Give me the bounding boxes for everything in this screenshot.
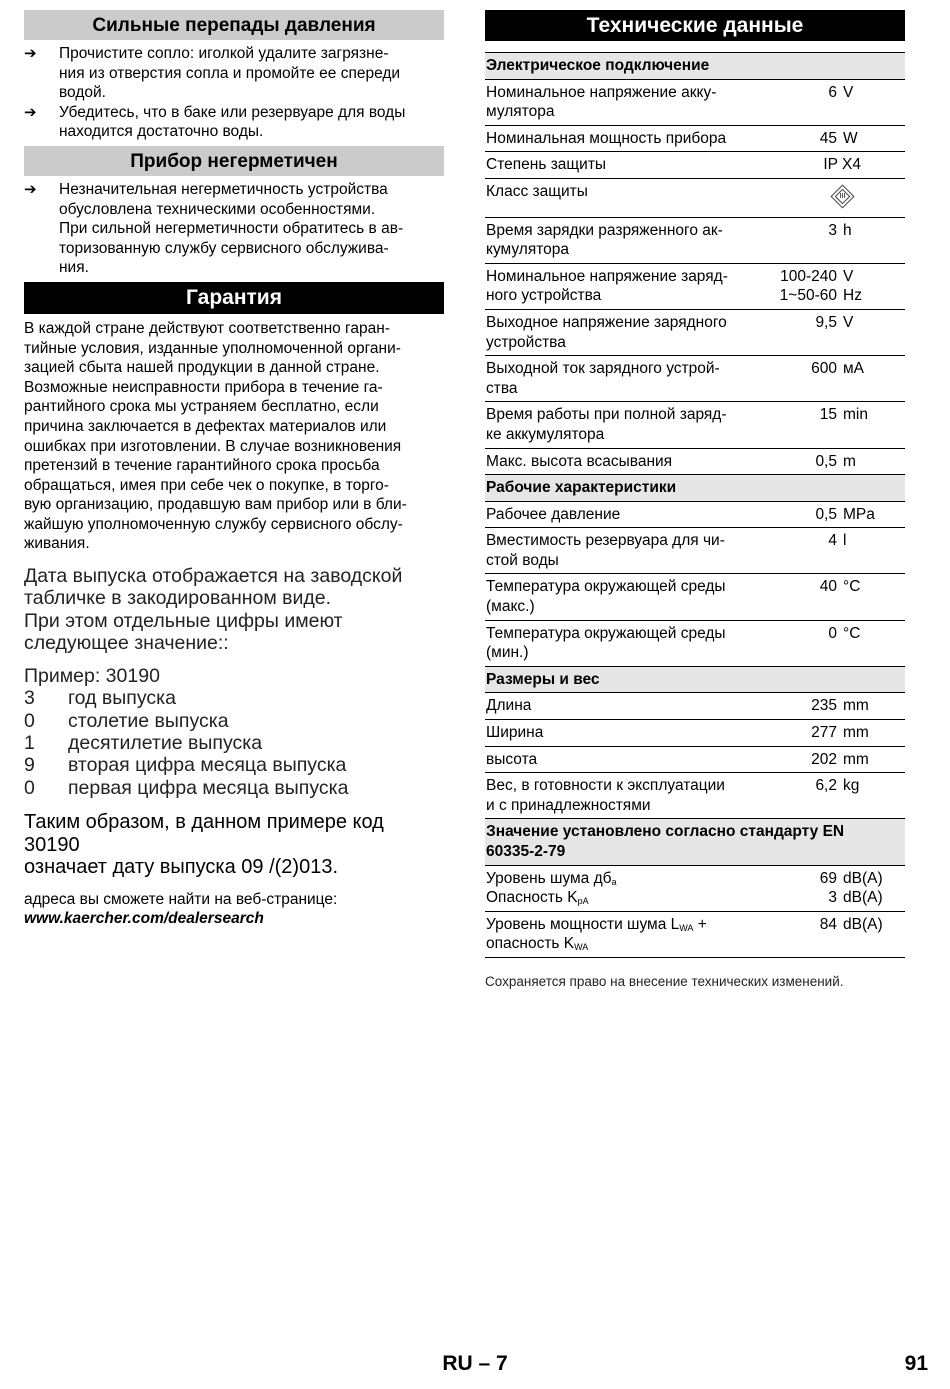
code-row: 0 столетие выпуска <box>24 709 229 732</box>
tech-data-title: Технические данные <box>485 10 905 41</box>
code-conclusion: Таким образом, в данном примере код 30190 означает дату выпуска 09 /(2)013. <box>24 811 384 879</box>
list-item: ➔ Прочистите сопло: иголкой удалите загрязне- ния из отверстия сопла и промойте ее спереди водой. <box>24 45 401 102</box>
date-info: Дата выпуска отображается на заводской табличке в закодированном виде. При этом отдельные цифры имеют следующее значение:: <box>24 565 403 655</box>
table-row: Рабочее давление 0,5 MPa <box>485 502 905 529</box>
table-row: Класс защиты III <box>485 179 905 218</box>
table-row: Вместимость резервуара для чи- стой воды 4 l <box>485 528 905 574</box>
table-row: Степень защиты IP X4 <box>485 152 905 179</box>
list-item: ➔ Незначительная негерметичность устройства обусловлена техническими особенностями. При сильной негерметичности обратитесь в ав- торизованную службу сервисного обслужива- ния. <box>24 180 404 277</box>
table-row: Выходной ток зарядного устрой- ства 600 мА <box>485 356 905 402</box>
example-label: Пример: 30190 <box>24 664 160 687</box>
language-page-label: RU – 7 <box>442 1352 508 1375</box>
section-standard: Значение установлено согласно стандарту EN 60335-2-79 <box>485 819 905 865</box>
table-row: Номинальное напряжение заряд- ного устройства 100-240 1~50-60 V Hz <box>485 264 905 310</box>
tech-footnote: Сохраняется право на внесение технических изменений. <box>485 973 844 989</box>
code-row: 9 вторая цифра месяца выпуска <box>24 754 347 777</box>
warranty-text: В каждой стране действуют соответственно гаран- тийные условия, изданные уполномоченной органи- зацией сбыта нашей продукции в данной стране. Возможные неисправности прибора в течение га- рантийного срока мы устраняем бесплатно, если причина заключается в дефектах материалов или ошибках при изготовлении. В случае возникновения претензий в течение гарантийного срока просьба обращаться, имея при себе чек о покупке, в торго- вую организацию, продавшую вам прибор или в бли- жайшую уполномоченную службу сервисного обслу- живания. <box>24 319 407 553</box>
section-title-pressure: Сильные перепады давления <box>24 10 444 40</box>
arrow-right-icon: ➔ <box>24 103 37 121</box>
section-electrical: Электрическое подключение <box>485 53 905 80</box>
dealer-link[interactable]: www.kaercher.com/dealersearch <box>24 910 264 928</box>
table-row: Вес, в готовности к эксплуатации и с принадлежностями 6,2 kg <box>485 773 905 819</box>
section-dimensions: Размеры и вес <box>485 667 905 694</box>
divider <box>485 41 905 53</box>
table-row: Выходное напряжение зарядного устройства 9,5 V <box>485 310 905 356</box>
table-row: Уровень шума $дб_a$ Опасность $K_{pA}$ 69 3 dB(A) dB(A) <box>485 866 905 912</box>
table-row: Макс. высота всасывания 0,5 m <box>485 449 905 476</box>
table-row: Температура окружающей среды (макс.) 40 °C <box>485 574 905 620</box>
table-row: Время зарядки разряженного ак- кумулятора 3 h <box>485 218 905 264</box>
table-row: Номинальная мощность прибора 45 W <box>485 126 905 153</box>
protection-class-iii-icon: III <box>830 184 854 208</box>
table-row: высота 202 mm <box>485 747 905 774</box>
leak-list <box>24 180 444 278</box>
address-note: адреса вы сможете найти на веб-странице: <box>24 890 338 908</box>
code-row: 1 десятилетие выпуска <box>24 731 263 754</box>
code-list <box>24 687 444 799</box>
page-number: 91 <box>904 1352 928 1375</box>
section-title-leak: Прибор негерметичен <box>24 146 444 176</box>
section-performance: Рабочие характеристики <box>485 475 905 502</box>
tech-data-column <box>485 10 905 989</box>
table-row: Уровень мощности шума $L_{WA}$ + опасность $K_{WA}$ 84 dB(A) <box>485 912 905 958</box>
code-row: 3 год выпуска <box>24 687 176 710</box>
section-title-warranty: Гарантия <box>24 282 444 314</box>
arrow-right-icon: ➔ <box>24 180 37 198</box>
table-row: Температура окружающей среды (мин.) 0 °C <box>485 621 905 667</box>
left-column <box>24 10 444 929</box>
list-item: ➔ Убедитесь, что в баке или резервуаре для воды находится достаточно воды. <box>24 103 406 141</box>
table-row: Время работы при полной заряд- ке аккумулятора 15 min <box>485 402 905 448</box>
pressure-list <box>24 44 444 142</box>
arrow-right-icon: ➔ <box>24 45 37 62</box>
code-row: 0 первая цифра месяца выпуска <box>24 776 349 799</box>
table-row: Длина 235 mm <box>485 693 905 720</box>
table-row: Номинальное напряжение акку- мулятора 6 V <box>485 80 905 126</box>
table-row: Ширина 277 mm <box>485 720 905 747</box>
